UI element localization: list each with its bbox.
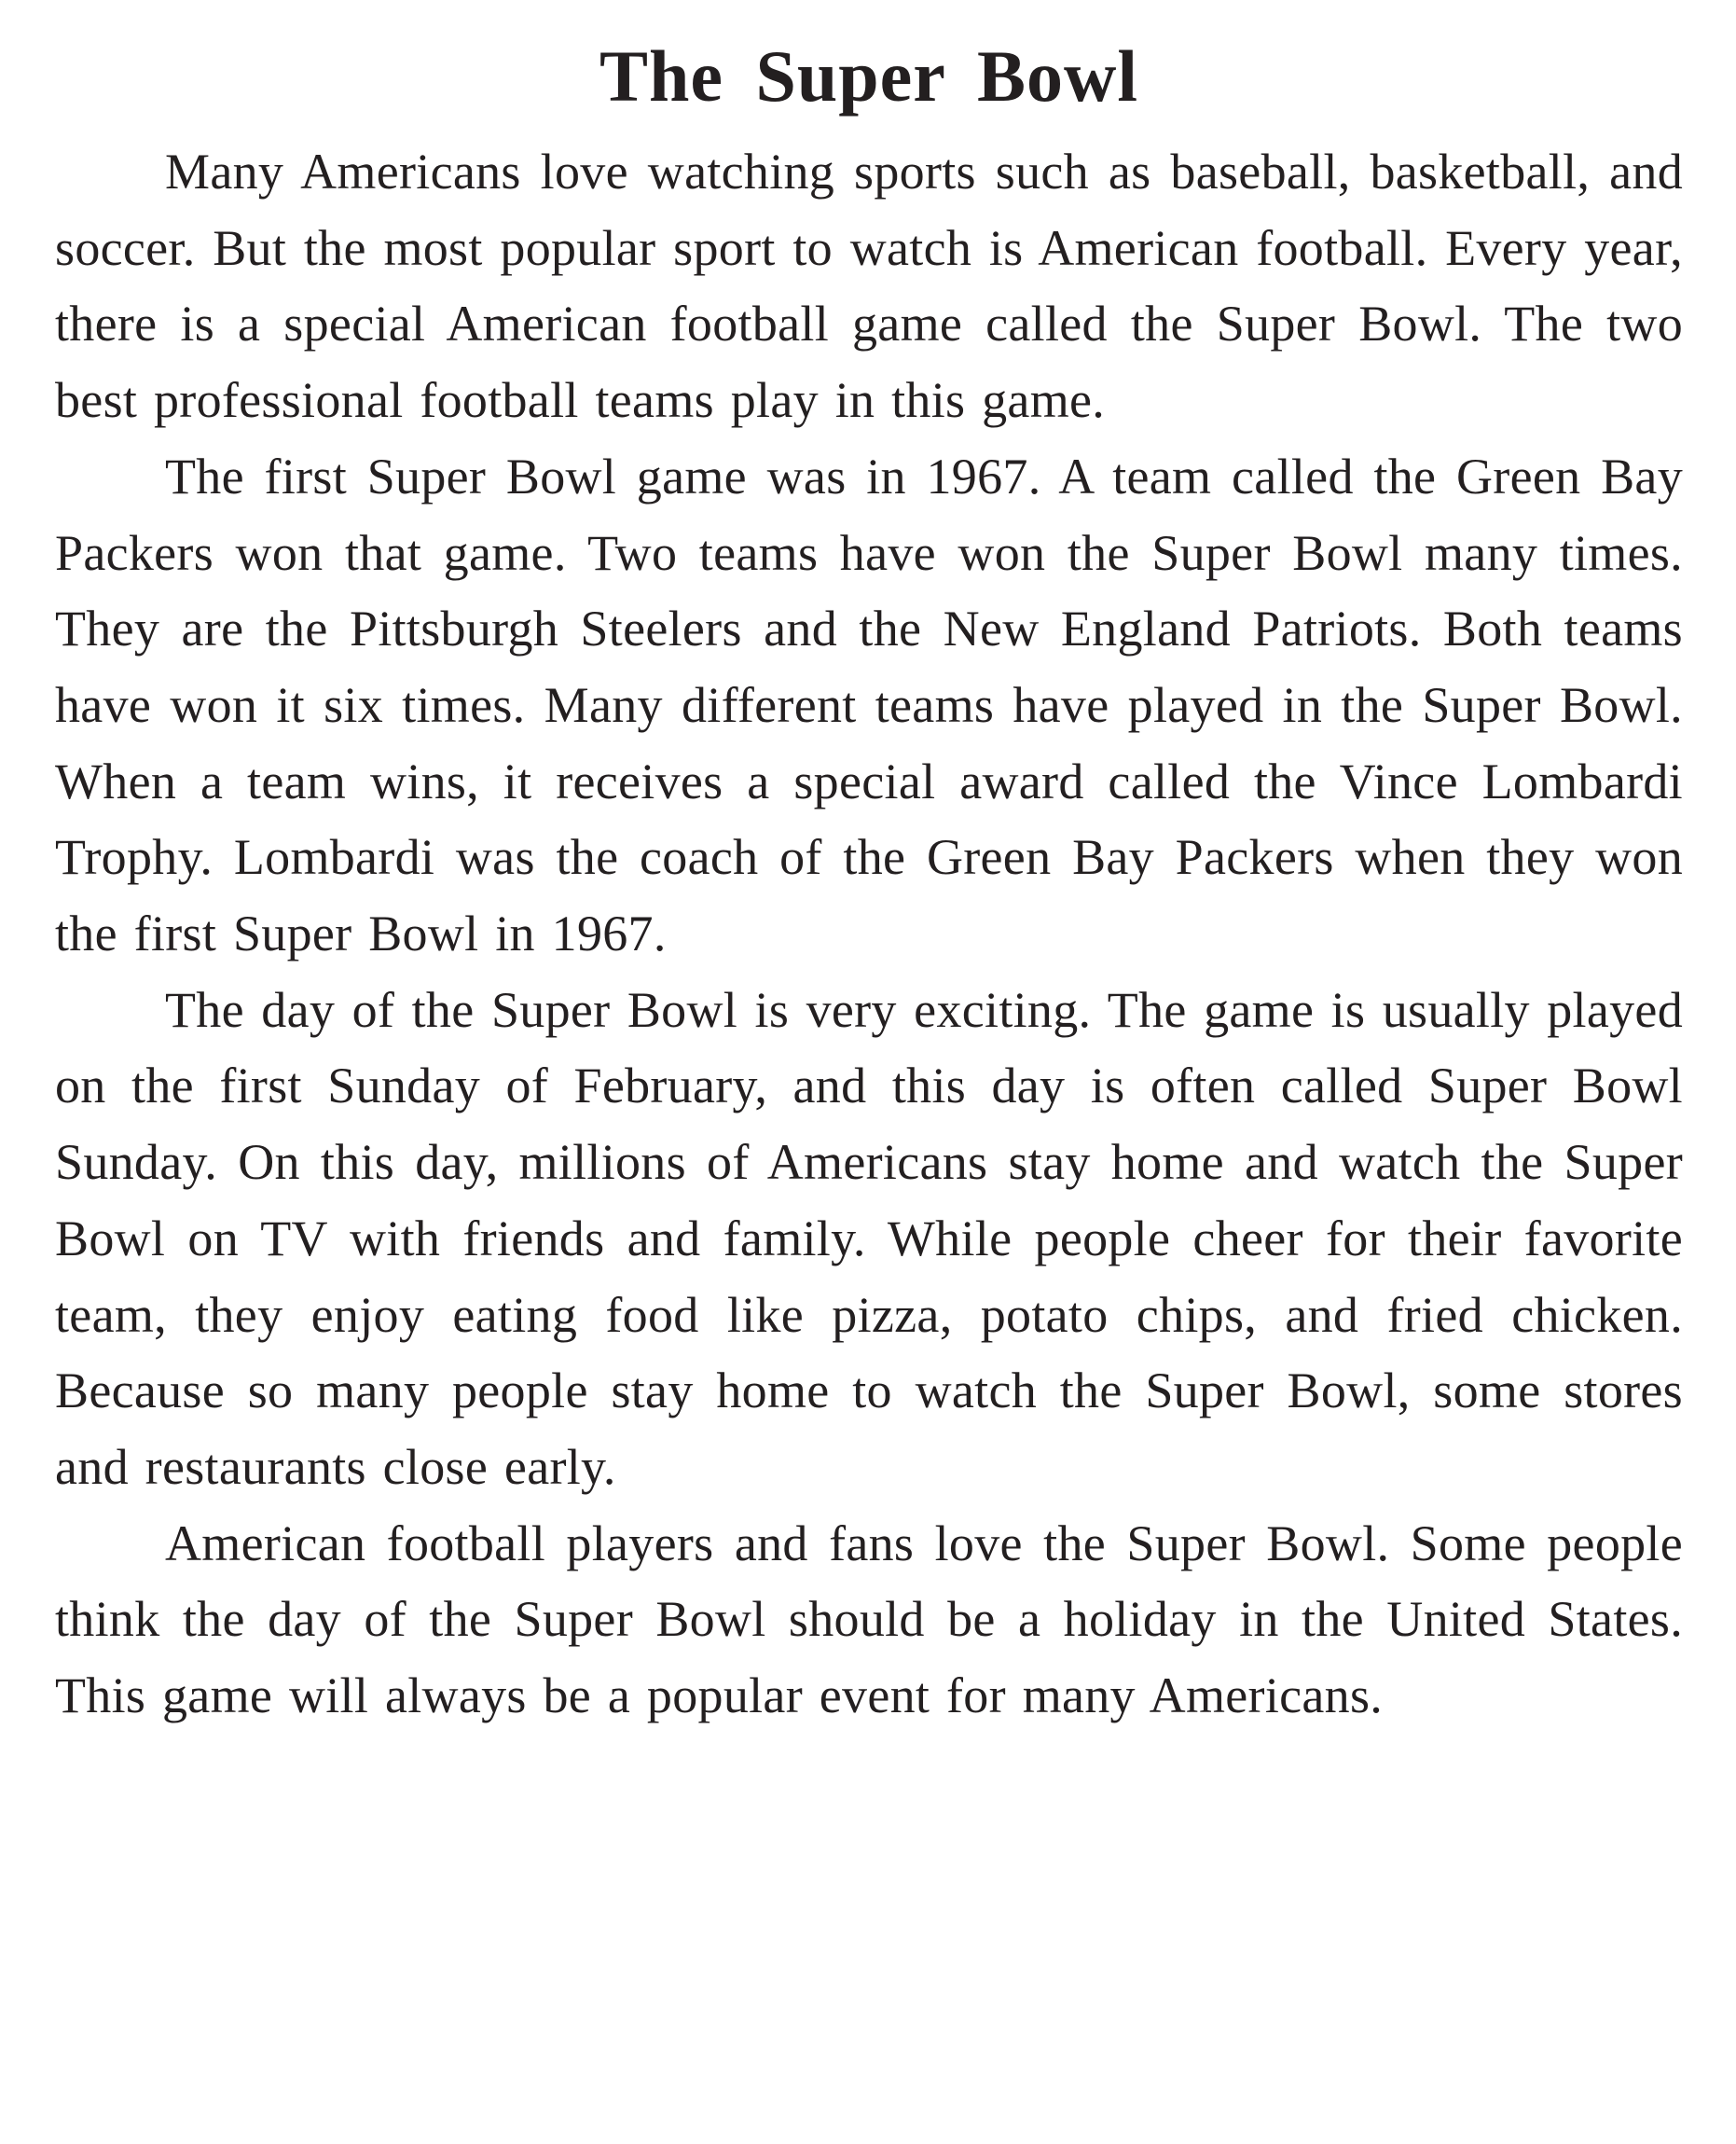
document-title: The Super Bowl: [599, 35, 1139, 117]
paragraph-3: The day of the Super Bowl is very exciting. The game is usually played on the first Sunday of February, and this day is often called Super Bowl Sunday. On this day, millions of Americans stay home and watch the Super Bowl on TV with friends and family. While people cheer for their favorite team, they enjoy eating food like pizza, potato chips, and fried chicken. Because so many people stay home to watch the Super Bowl, some stores and restaurants close early.: [55, 981, 1683, 1495]
paragraph-4: American football players and fans love the Super Bowl. Some people think the day of the Super Bowl should be a holiday in the United States. This game will always be a popular event for many Americans.: [55, 1515, 1683, 1724]
paragraph-1: Many Americans love watching sports such as baseball, basketball, and soccer. But the most popular sport to watch is American football. Every year, there is a special American football game called the Super Bowl. The two best professional football teams play in this game.: [55, 144, 1683, 429]
paragraph-2: The first Super Bowl game was in 1967. A team called the Green Bay Packers won that game. Two teams have won the Super Bowl many times. They are the Pittsburgh Steelers and the New England Patriots. Both teams have won it six times. Many different teams have played in the Super Bowl. When a team wins, it receives a special award called the Vince Lombardi Trophy. Lombardi was the coach of the Green Bay Packers when they won the first Super Bowl in 1967.: [55, 448, 1683, 962]
document-page: [55, 28, 1683, 1735]
document-body: [55, 134, 1683, 1735]
